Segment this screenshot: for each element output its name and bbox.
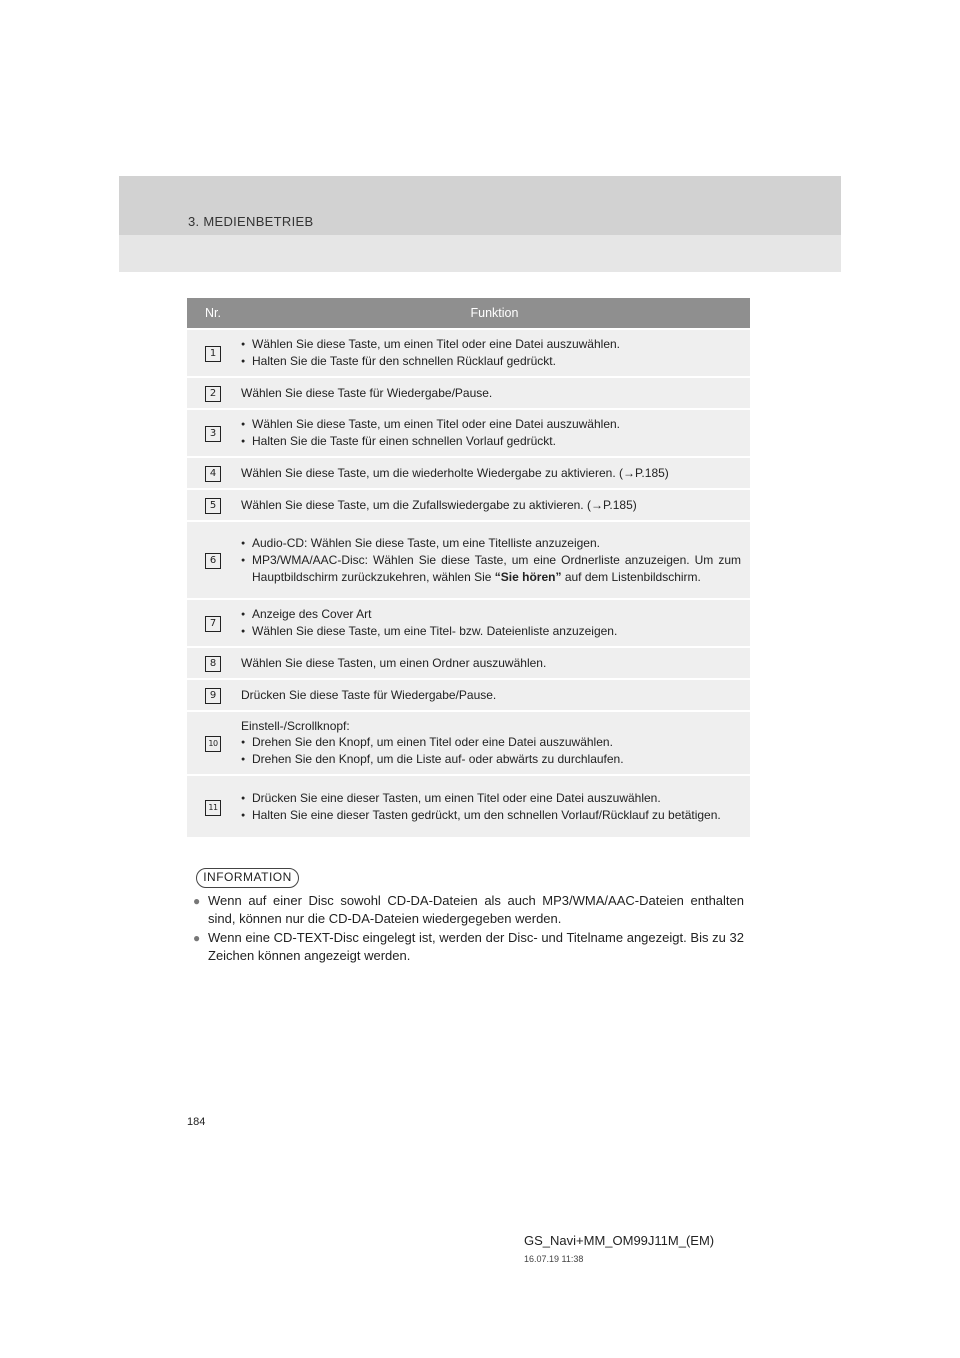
row-number-cell <box>187 457 239 489</box>
column-header-funktion: Funktion <box>239 298 750 329</box>
information-note: ● Wenn eine CD-TEXT-Disc eingelegt ist, werden der Disc- und Titelname angezeigt. Bis zu 32 Zeichen können angezeigt werden. <box>193 929 744 964</box>
information-note: ● Wenn auf einer Disc sowohl CD-DA-Dateien als auch MP3/WMA/AAC-Dateien enthalten sind, können nur die CD-DA-Dateien wiedergegeben werden. <box>193 892 744 927</box>
row-number-cell <box>187 521 239 599</box>
function-text: Einstell-/Scrollknopf: <box>241 719 350 733</box>
row-number-badge: 1 <box>205 346 221 362</box>
page-header <box>119 176 841 272</box>
function-cell <box>239 457 750 489</box>
row-number-badge: 5 <box>205 498 221 514</box>
table-row <box>187 599 750 647</box>
function-bullet: ● Wählen Sie diese Taste, um eine Titel- bzw. Dateienliste anzuzeigen. <box>241 623 741 640</box>
function-bullet: ● Wählen Sie diese Taste, um einen Titel oder eine Datei auszuwählen. <box>241 416 741 433</box>
function-cell <box>239 521 750 599</box>
row-number-cell <box>187 377 239 409</box>
table-row <box>187 647 750 679</box>
function-bullet: ● Halten Sie die Taste für den schnellen Rücklauf gedrückt. <box>241 353 741 370</box>
function-table <box>187 298 750 837</box>
row-number-cell <box>187 489 239 521</box>
row-number-badge: 10 <box>205 736 221 752</box>
function-bullet: ● Halten Sie die Taste für einen schnellen Vorlauf gedrückt. <box>241 433 741 450</box>
row-number-cell <box>187 599 239 647</box>
row-number-badge: 8 <box>205 656 221 672</box>
row-number-badge: 9 <box>205 688 221 704</box>
table-header-row <box>187 298 750 329</box>
function-cell <box>239 489 750 521</box>
table-body <box>187 329 750 837</box>
print-timestamp: 16.07.19 11:38 <box>524 1254 584 1264</box>
table-row <box>187 679 750 711</box>
function-bullet: ● Drücken Sie eine dieser Tasten, um einen Titel oder eine Datei auszuwählen. <box>241 790 741 807</box>
function-text-part: auf dem Listenbildschirm. <box>561 570 701 584</box>
function-cell <box>239 329 750 377</box>
function-text: Wählen Sie diese Taste für Wiedergabe/Pause. <box>241 386 493 400</box>
row-number-cell <box>187 711 239 775</box>
row-number-cell <box>187 647 239 679</box>
function-cell <box>239 409 750 457</box>
function-bullet: ● Drehen Sie den Knopf, um die Liste auf- oder abwärts zu durchlaufen. <box>241 751 741 768</box>
row-number-badge: 7 <box>205 616 221 632</box>
row-number-badge: 6 <box>205 553 221 569</box>
function-cell <box>239 599 750 647</box>
function-text: Drücken Sie diese Taste für Wiedergabe/Pause. <box>241 688 497 702</box>
row-number-badge: 11 <box>205 800 221 816</box>
row-number-cell <box>187 775 239 837</box>
row-number-cell <box>187 329 239 377</box>
row-number-cell <box>187 409 239 457</box>
table-row <box>187 489 750 521</box>
information-notes <box>193 892 744 966</box>
row-number-cell <box>187 679 239 711</box>
column-header-nr: Nr. <box>187 298 239 329</box>
function-text-part: MP3/WMA/AAC-Disc: Wählen Sie diese Taste, um eine Ordnerliste anzuzeigen. Um zum Hauptbildschirm zurückzukehren, wählen Sie <box>252 553 741 584</box>
function-cell <box>239 647 750 679</box>
table-row <box>187 377 750 409</box>
row-number-badge: 4 <box>205 466 221 482</box>
button-name-emphasis: “Sie hören” <box>494 570 562 584</box>
function-bullet: ● Halten Sie eine dieser Tasten gedrückt, um den schnellen Vorlauf/Rücklauf zu betätigen. <box>241 807 741 824</box>
information-label: INFORMATION <box>196 868 299 888</box>
row-number-badge: 3 <box>205 426 221 442</box>
row-number-badge: 2 <box>205 386 221 402</box>
table-row <box>187 329 750 377</box>
function-text: Wählen Sie diese Taste, um die Zufallswiedergabe zu aktivieren. (→P.185) <box>241 498 637 512</box>
section-title: 3. MEDIENBETRIEB <box>188 214 314 229</box>
table-row <box>187 409 750 457</box>
function-cell <box>239 711 750 775</box>
function-cell <box>239 377 750 409</box>
document-id: GS_Navi+MM_OM99J11M_(EM) <box>524 1233 715 1248</box>
table-row <box>187 775 750 837</box>
table-row <box>187 711 750 775</box>
table-row <box>187 521 750 599</box>
function-bullet: ● Wählen Sie diese Taste, um einen Titel oder eine Datei auszuwählen. <box>241 336 741 353</box>
function-text: Wählen Sie diese Taste, um die wiederholte Wiedergabe zu aktivieren. (→P.185) <box>241 466 669 480</box>
function-cell <box>239 775 750 837</box>
function-bullet <box>241 552 741 585</box>
function-cell <box>239 679 750 711</box>
table-row <box>187 457 750 489</box>
function-bullet: ● Audio-CD: Wählen Sie diese Taste, um eine Titelliste anzuzeigen. <box>241 535 741 552</box>
function-bullet: ● Anzeige des Cover Art <box>241 606 741 623</box>
page-number: 184 <box>187 1116 206 1128</box>
function-text: Wählen Sie diese Tasten, um einen Ordner auszuwählen. <box>241 656 547 670</box>
function-bullet: ● Drehen Sie den Knopf, um einen Titel oder eine Datei auszuwählen. <box>241 734 741 751</box>
